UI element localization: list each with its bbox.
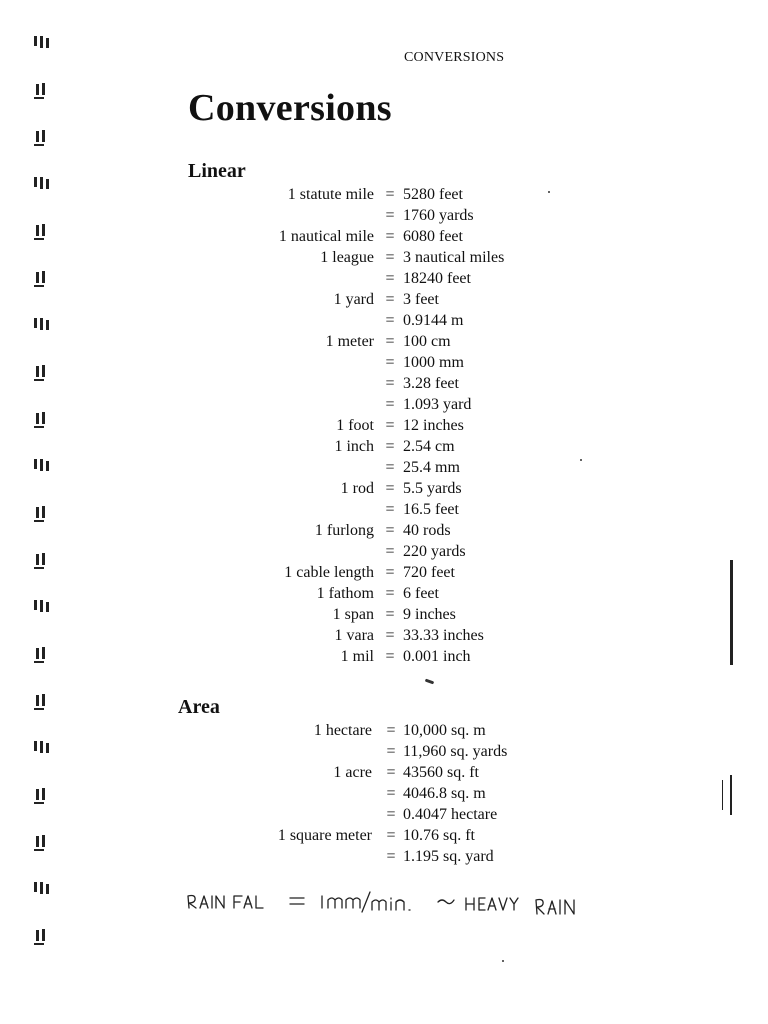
equals-sign: = xyxy=(386,848,396,865)
equals-sign: = xyxy=(386,722,396,739)
conversion-row xyxy=(0,762,768,783)
conversion-row xyxy=(0,846,768,867)
conversion-row xyxy=(0,625,768,646)
conversion-value: 25.4 mm xyxy=(403,459,460,476)
conversion-unit: 1 vara xyxy=(334,627,374,644)
equals-sign: = xyxy=(385,648,395,665)
conversion-value: 40 rods xyxy=(403,522,451,539)
equals-sign: = xyxy=(386,764,396,781)
conversion-row xyxy=(0,604,768,625)
equals-sign: = xyxy=(385,480,395,497)
conversion-unit: 1 league xyxy=(320,249,374,266)
equals-sign: = xyxy=(385,291,395,308)
conversion-value: 5.5 yards xyxy=(403,480,462,497)
conversion-unit: 1 hectare xyxy=(313,722,372,739)
conversion-value: 0.9144 m xyxy=(403,312,464,329)
conversion-value: 33.33 inches xyxy=(403,627,484,644)
equals-sign: = xyxy=(385,417,395,434)
conversion-row xyxy=(0,741,768,762)
conversion-row xyxy=(0,646,768,667)
equals-sign: = xyxy=(385,333,395,350)
conversion-row xyxy=(0,226,768,247)
conversion-row xyxy=(0,415,768,436)
conversion-value: 720 feet xyxy=(403,564,455,581)
equals-sign: = xyxy=(386,827,396,844)
scan-speck xyxy=(425,679,434,685)
conversion-row xyxy=(0,394,768,415)
equals-sign: = xyxy=(385,228,395,245)
conversion-value: 220 yards xyxy=(403,543,466,560)
equals-sign: = xyxy=(385,459,395,476)
equals-sign: = xyxy=(385,270,395,287)
binding-mark xyxy=(30,130,52,144)
running-head: CONVERSIONS xyxy=(404,50,505,65)
conversion-value: 6 feet xyxy=(403,585,439,602)
conversion-unit: 1 statute mile xyxy=(287,186,374,203)
conversion-value: 3.28 feet xyxy=(403,375,459,392)
conversion-value: 12 inches xyxy=(403,417,464,434)
equals-sign: = xyxy=(385,375,395,392)
conversion-unit: 1 yard xyxy=(333,291,374,308)
conversion-row xyxy=(0,289,768,310)
equals-sign: = xyxy=(386,785,396,802)
conversion-row xyxy=(0,373,768,394)
conversion-row xyxy=(0,268,768,289)
conversion-row xyxy=(0,184,768,205)
equals-sign: = xyxy=(386,806,396,823)
conversion-unit: 1 fathom xyxy=(316,585,374,602)
conversion-row xyxy=(0,804,768,825)
equals-sign: = xyxy=(385,585,395,602)
conversion-value: 1000 mm xyxy=(403,354,464,371)
binding-mark xyxy=(30,694,52,708)
conversion-value: 5280 feet xyxy=(403,186,463,203)
conversion-row xyxy=(0,583,768,604)
binding-mark xyxy=(30,36,52,50)
binding-mark xyxy=(30,882,52,896)
binding-mark xyxy=(30,929,52,943)
conversion-value: 11,960 sq. yards xyxy=(403,743,508,760)
conversion-row xyxy=(0,247,768,268)
conversion-value: 0.4047 hectare xyxy=(403,806,498,823)
conversion-value: 43560 sq. ft xyxy=(403,764,479,781)
equals-sign: = xyxy=(385,207,395,224)
equals-sign: = xyxy=(385,312,395,329)
conversion-value: 1.195 sq. yard xyxy=(403,848,494,865)
handwritten-note xyxy=(186,888,616,928)
conversion-value: 18240 feet xyxy=(403,270,471,287)
equals-sign: = xyxy=(385,354,395,371)
scan-artifact-line xyxy=(730,560,733,665)
conversion-row xyxy=(0,520,768,541)
conversion-row xyxy=(0,457,768,478)
conversion-value: 100 cm xyxy=(403,333,451,350)
page-title: Conversions xyxy=(188,87,392,129)
equals-sign: = xyxy=(385,564,395,581)
conversion-row xyxy=(0,478,768,499)
conversion-unit: 1 inch xyxy=(334,438,374,455)
conversion-row xyxy=(0,331,768,352)
conversion-row xyxy=(0,825,768,846)
scan-speck xyxy=(502,960,504,962)
equals-sign: = xyxy=(385,606,395,623)
conversion-value: 9 inches xyxy=(403,606,456,623)
equals-sign: = xyxy=(385,627,395,644)
conversion-row xyxy=(0,499,768,520)
section-heading-linear: Linear xyxy=(188,160,246,182)
scan-artifact-line xyxy=(722,780,723,810)
conversion-value: 10.76 sq. ft xyxy=(403,827,475,844)
scan-speck xyxy=(548,191,550,193)
conversion-unit: 1 rod xyxy=(340,480,374,497)
conversion-row xyxy=(0,541,768,562)
equals-sign: = xyxy=(385,186,395,203)
conversion-value: 3 feet xyxy=(403,291,439,308)
conversion-row xyxy=(0,783,768,804)
equals-sign: = xyxy=(385,396,395,413)
conversion-value: 6080 feet xyxy=(403,228,463,245)
binding-mark xyxy=(30,83,52,97)
conversion-unit: 1 cable length xyxy=(284,564,374,581)
conversion-value: 16.5 feet xyxy=(403,501,459,518)
conversion-unit: 1 nautical mile xyxy=(278,228,374,245)
conversion-row xyxy=(0,205,768,226)
conversion-unit: 1 furlong xyxy=(314,522,374,539)
conversion-row xyxy=(0,562,768,583)
equals-sign: = xyxy=(385,501,395,518)
equals-sign: = xyxy=(385,438,395,455)
conversion-unit: 1 acre xyxy=(333,764,372,781)
conversion-row xyxy=(0,310,768,331)
scan-speck xyxy=(580,459,582,461)
conversion-unit: 1 mil xyxy=(340,648,374,665)
conversion-unit: 1 foot xyxy=(336,417,374,434)
conversion-value: 0.001 inch xyxy=(403,648,471,665)
equals-sign: = xyxy=(386,743,396,760)
section-heading-area: Area xyxy=(178,696,220,718)
conversion-row xyxy=(0,720,768,741)
conversion-unit: 1 meter xyxy=(325,333,374,350)
equals-sign: = xyxy=(385,522,395,539)
conversion-unit: 1 square meter xyxy=(277,827,372,844)
conversion-row xyxy=(0,436,768,457)
conversion-value: 4046.8 sq. m xyxy=(403,785,486,802)
handwritten-note-strokes xyxy=(186,888,616,928)
conversion-row xyxy=(0,352,768,373)
equals-sign: = xyxy=(385,543,395,560)
conversion-value: 1760 yards xyxy=(403,207,474,224)
scan-artifact-line xyxy=(730,775,732,815)
conversion-value: 3 nautical miles xyxy=(403,249,505,266)
conversion-value: 10,000 sq. m xyxy=(403,722,486,739)
equals-sign: = xyxy=(385,249,395,266)
conversion-value: 2.54 cm xyxy=(403,438,455,455)
conversion-unit: 1 span xyxy=(332,606,374,623)
conversion-value: 1.093 yard xyxy=(403,396,472,413)
